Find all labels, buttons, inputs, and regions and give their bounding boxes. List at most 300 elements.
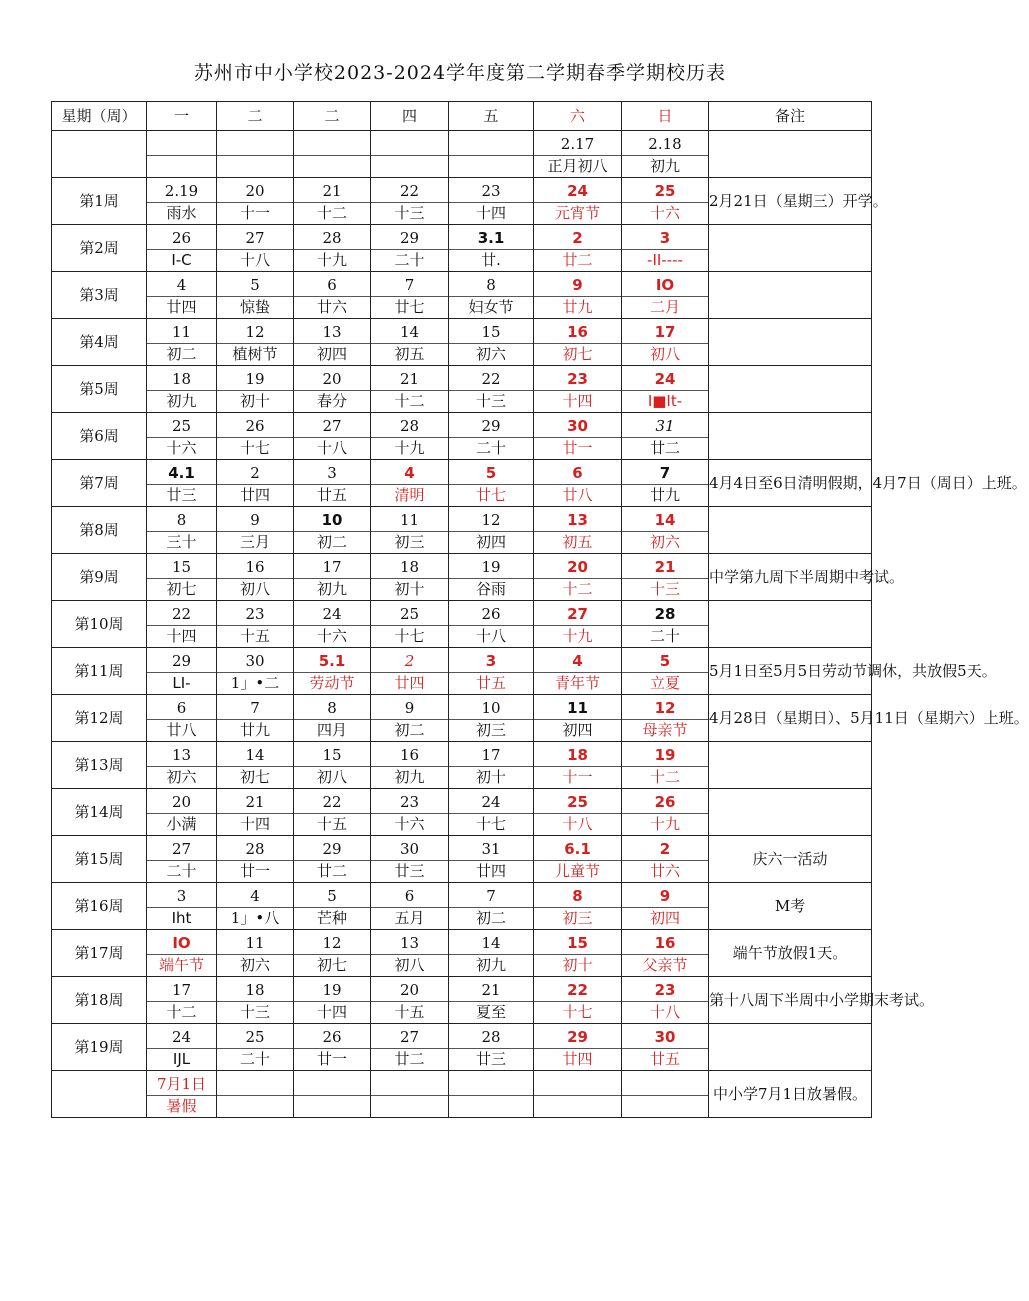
week-label: 第12周 — [52, 695, 147, 742]
note-cell — [709, 1071, 872, 1118]
day-date: 25 — [399, 605, 420, 623]
day-date: 7 — [250, 699, 260, 717]
day-cell — [534, 601, 622, 648]
day-date: 17 — [481, 746, 501, 764]
day-date: 24 — [654, 370, 676, 388]
day-date: 7 — [486, 887, 496, 905]
day-date: 28 — [654, 605, 676, 623]
day-date: 20 — [245, 182, 265, 200]
day-subtitle: 初七 — [147, 578, 216, 600]
day-date: 13 — [567, 511, 588, 529]
day-date: 8 — [572, 887, 583, 905]
day-date: 30 — [399, 840, 420, 858]
day-date: 14 — [245, 746, 265, 764]
day-subtitle — [534, 1095, 621, 1117]
day-subtitle: 廿四 — [449, 860, 533, 882]
note-cell — [709, 930, 872, 977]
day-date: 13 — [399, 934, 420, 952]
day-cell — [294, 648, 371, 695]
day-cell — [217, 1071, 294, 1118]
day-date: 20 — [567, 558, 588, 576]
day-subtitle: 初二 — [147, 343, 216, 365]
note-cell — [709, 601, 872, 648]
day-subtitle — [147, 155, 216, 177]
week-label: 第13周 — [52, 742, 147, 789]
day-date: 5.1 — [318, 652, 346, 670]
day-date: 3.1 — [477, 229, 505, 247]
day-date: 5 — [485, 464, 497, 482]
day-date — [217, 1071, 293, 1095]
day-cell — [217, 460, 294, 507]
week-row — [52, 648, 872, 695]
header-week-label: 星期（周） — [52, 102, 147, 131]
day-date: 25 — [567, 793, 588, 811]
day-subtitle: 初三 — [449, 719, 533, 741]
day-date: 26 — [245, 417, 265, 435]
day-subtitle: 元宵节 — [534, 202, 621, 224]
header-fri: 五 — [449, 102, 534, 131]
day-date: 17 — [171, 981, 192, 999]
day-date: 4.1 — [168, 464, 195, 482]
day-cell — [294, 507, 371, 554]
day-subtitle: 十六 — [294, 625, 370, 647]
week-row — [52, 1024, 872, 1071]
day-subtitle: 十七 — [217, 437, 293, 459]
day-date: 12 — [481, 511, 501, 529]
week-label: 第4周 — [52, 319, 147, 366]
day-subtitle: 三月 — [217, 531, 293, 553]
note-cell — [709, 272, 872, 319]
day-cell — [371, 789, 449, 836]
week-row — [52, 460, 872, 507]
day-cell — [294, 836, 371, 883]
day-cell — [534, 366, 622, 413]
day-date: 2.17 — [560, 135, 595, 153]
day-subtitle: 初七 — [217, 766, 293, 788]
page-title: 苏州市中小学校2023-2024学年度第二学期春季学期校历表 — [193, 62, 727, 84]
day-cell — [217, 366, 294, 413]
week-row — [52, 695, 872, 742]
day-date: 19 — [245, 370, 265, 388]
day-date: 28 — [399, 417, 420, 435]
day-cell — [534, 225, 622, 272]
day-date: 18 — [245, 981, 265, 999]
day-subtitle: 十五 — [217, 625, 293, 647]
day-subtitle: 二十 — [622, 625, 708, 647]
day-date: 5 — [327, 887, 337, 905]
day-cell — [371, 366, 449, 413]
day-cell — [371, 977, 449, 1024]
day-cell — [294, 460, 371, 507]
day-subtitle — [371, 1095, 448, 1117]
day-date: 16 — [654, 934, 676, 952]
day-date: 6.1 — [564, 840, 591, 858]
day-subtitle: 廿三 — [147, 484, 216, 506]
day-cell — [217, 131, 294, 178]
day-date: 12 — [245, 323, 265, 341]
day-date: 5 — [250, 276, 260, 294]
day-subtitle: 初八 — [371, 954, 448, 976]
day-cell — [217, 507, 294, 554]
day-cell — [449, 554, 534, 601]
week-label: 第9周 — [52, 554, 147, 601]
day-cell — [622, 131, 709, 178]
day-date: 24 — [171, 1028, 192, 1046]
day-cell — [371, 695, 449, 742]
day-cell — [147, 460, 217, 507]
week-label: 第16周 — [52, 883, 147, 930]
day-subtitle: 廿九 — [534, 296, 621, 318]
day-date: 25 — [171, 417, 192, 435]
day-cell — [371, 131, 449, 178]
day-date: 25 — [654, 182, 676, 200]
day-date: 3 — [485, 652, 497, 670]
day-subtitle: 小满 — [147, 813, 216, 835]
day-cell — [294, 131, 371, 178]
day-subtitle: 十三 — [371, 202, 448, 224]
header-row — [52, 102, 872, 131]
note-cell — [709, 883, 872, 930]
day-date: 17 — [654, 323, 676, 341]
day-subtitle: 劳动节 — [294, 672, 370, 694]
week-label: 第14周 — [52, 789, 147, 836]
day-cell — [294, 413, 371, 460]
day-date: 12 — [322, 934, 342, 952]
day-cell — [449, 789, 534, 836]
day-subtitle: 初二 — [449, 907, 533, 929]
week-label: 第17周 — [52, 930, 147, 977]
day-date — [294, 1071, 370, 1095]
day-cell — [371, 1071, 449, 1118]
day-subtitle: 十八 — [217, 249, 293, 271]
day-date: 23 — [654, 981, 676, 999]
day-date: 31 — [655, 417, 675, 435]
day-date: 6 — [176, 699, 187, 717]
day-date: 29 — [322, 840, 342, 858]
day-subtitle: 十六 — [371, 813, 448, 835]
day-date: 7 — [659, 464, 671, 482]
day-date: 15 — [567, 934, 588, 952]
header-sun: 日 — [622, 102, 709, 131]
day-subtitle: 廿四 — [534, 1048, 621, 1070]
day-cell — [622, 977, 709, 1024]
day-date: 15 — [322, 746, 342, 764]
note-cell — [709, 319, 872, 366]
day-cell — [217, 742, 294, 789]
day-subtitle: 廿八 — [534, 484, 621, 506]
day-subtitle: 十九 — [622, 813, 708, 835]
day-subtitle: 初十 — [449, 766, 533, 788]
day-cell — [449, 695, 534, 742]
day-cell — [534, 554, 622, 601]
day-cell — [622, 1024, 709, 1071]
day-subtitle: 廿五 — [449, 672, 533, 694]
week-row — [52, 789, 872, 836]
day-cell — [534, 507, 622, 554]
day-subtitle: 十九 — [294, 249, 370, 271]
day-date: 14 — [654, 511, 676, 529]
day-cell — [371, 178, 449, 225]
week-label: 第18周 — [52, 977, 147, 1024]
day-date: 13 — [322, 323, 342, 341]
day-subtitle: 初九 — [294, 578, 370, 600]
day-date — [622, 1071, 708, 1095]
day-cell — [147, 883, 217, 930]
day-date: 7 — [404, 276, 415, 294]
day-subtitle: 十八 — [449, 625, 533, 647]
day-subtitle: 初五 — [534, 531, 621, 553]
day-subtitle: 十四 — [217, 813, 293, 835]
week-row — [52, 883, 872, 930]
day-subtitle: 初三 — [371, 531, 448, 553]
day-cell — [534, 460, 622, 507]
day-subtitle: 五月 — [371, 907, 448, 929]
day-cell — [294, 930, 371, 977]
day-cell — [622, 836, 709, 883]
day-date: 20 — [399, 981, 420, 999]
day-date: 2.19 — [164, 182, 199, 200]
day-subtitle: 清明 — [371, 484, 448, 506]
day-date: 2 — [404, 652, 415, 670]
day-cell — [534, 977, 622, 1024]
week-label: 第1周 — [52, 178, 147, 225]
day-date: 27 — [399, 1028, 420, 1046]
day-cell — [622, 178, 709, 225]
day-cell — [449, 601, 534, 648]
day-cell — [147, 695, 217, 742]
day-cell — [534, 789, 622, 836]
week-label: 第19周 — [52, 1024, 147, 1071]
day-date: 29 — [567, 1028, 588, 1046]
week-label-empty — [52, 131, 147, 178]
day-date: 22 — [399, 182, 420, 200]
day-subtitle: 十七 — [371, 625, 448, 647]
day-cell — [534, 319, 622, 366]
day-cell — [217, 601, 294, 648]
day-cell — [147, 225, 217, 272]
day-date: IO — [655, 276, 675, 294]
day-subtitle: I■It- — [622, 390, 708, 412]
day-date — [294, 131, 370, 155]
day-cell — [147, 554, 217, 601]
day-subtitle: 父亲节 — [622, 954, 708, 976]
day-cell — [449, 507, 534, 554]
day-subtitle: 惊蛰 — [217, 296, 293, 318]
week-row — [52, 319, 872, 366]
day-subtitle: 初七 — [534, 343, 621, 365]
note-text: 5月1日至5月5日劳动节调休，共放假5天。 — [709, 661, 997, 680]
day-cell — [622, 1071, 709, 1118]
day-date: 29 — [481, 417, 501, 435]
day-cell — [371, 554, 449, 601]
day-date: IO — [172, 934, 191, 952]
note-cell — [709, 178, 888, 225]
day-subtitle: 暑假 — [147, 1095, 216, 1117]
day-cell — [147, 789, 217, 836]
day-cell — [622, 554, 709, 601]
day-subtitle: 十二 — [147, 1001, 216, 1023]
day-date: 22 — [567, 981, 588, 999]
day-subtitle: IJL — [147, 1048, 216, 1070]
day-cell — [534, 131, 622, 178]
day-date: 9 — [250, 511, 260, 529]
day-subtitle: 十七 — [449, 813, 533, 835]
day-date: 21 — [399, 370, 420, 388]
week-label: 第5周 — [52, 366, 147, 413]
day-subtitle: 四月 — [294, 719, 370, 741]
week-label: 第15周 — [52, 836, 147, 883]
day-cell — [294, 695, 371, 742]
day-subtitle: 初四 — [449, 531, 533, 553]
day-cell — [147, 601, 217, 648]
day-date: 3 — [659, 229, 671, 247]
day-subtitle: 十六 — [147, 437, 216, 459]
day-cell — [534, 648, 622, 695]
day-subtitle: 端午节 — [147, 954, 216, 976]
day-subtitle: 廿七 — [371, 296, 448, 318]
day-date: 23 — [567, 370, 588, 388]
week-label: 第3周 — [52, 272, 147, 319]
day-subtitle: I-C — [147, 249, 216, 271]
day-date: 24 — [567, 182, 588, 200]
day-date: 3 — [327, 464, 337, 482]
header-tue: 二 — [217, 102, 294, 131]
day-subtitle: 初六 — [217, 954, 293, 976]
week-label: 第8周 — [52, 507, 147, 554]
day-date: 16 — [399, 746, 420, 764]
week-label: 第2周 — [52, 225, 147, 272]
day-subtitle — [294, 1095, 370, 1117]
day-date: 19 — [481, 558, 501, 576]
day-cell — [622, 742, 709, 789]
day-date: 7月1日 — [156, 1075, 207, 1093]
day-cell — [622, 601, 709, 648]
day-date: 19 — [654, 746, 676, 764]
day-date: 5 — [659, 652, 671, 670]
day-date: 11 — [567, 699, 588, 717]
day-subtitle: 雨水 — [147, 202, 216, 224]
day-cell — [294, 366, 371, 413]
day-cell — [147, 930, 217, 977]
day-subtitle: 十四 — [534, 390, 621, 412]
day-cell — [217, 695, 294, 742]
day-cell — [449, 1024, 534, 1071]
day-subtitle: 廿八 — [147, 719, 216, 741]
day-subtitle: 青年节 — [534, 672, 621, 694]
pre-week-row — [52, 131, 872, 178]
day-subtitle: 三十 — [147, 531, 216, 553]
day-date: 21 — [322, 182, 342, 200]
day-subtitle: 十八 — [294, 437, 370, 459]
day-cell — [147, 413, 217, 460]
note-text: 4月4日至6日清明假期，4月7日（周日）上班。 — [709, 473, 1027, 492]
day-date — [449, 1071, 533, 1095]
day-date: 8 — [486, 276, 496, 294]
day-date: 12 — [654, 699, 676, 717]
day-date: 6 — [572, 464, 583, 482]
day-subtitle: LI- — [147, 672, 216, 694]
day-subtitle: 十三 — [622, 578, 708, 600]
day-subtitle: 十六 — [622, 202, 708, 224]
day-date: 20 — [171, 793, 192, 811]
day-cell — [371, 1024, 449, 1071]
day-date: 11 — [399, 511, 420, 529]
day-subtitle: 谷雨 — [449, 578, 533, 600]
day-subtitle: 廿二 — [534, 249, 621, 271]
summer-row — [52, 1071, 872, 1118]
week-label: 第10周 — [52, 601, 147, 648]
day-cell — [371, 648, 449, 695]
note-cell — [709, 742, 872, 789]
day-date: 2 — [250, 464, 260, 482]
day-cell — [217, 413, 294, 460]
week-row — [52, 930, 872, 977]
day-cell — [294, 977, 371, 1024]
day-date: 18 — [399, 558, 420, 576]
note-cell — [709, 648, 997, 695]
day-cell — [534, 272, 622, 319]
day-subtitle: 初九 — [371, 766, 448, 788]
day-subtitle: 1」•二 — [217, 672, 293, 694]
day-date: 28 — [322, 229, 342, 247]
day-cell — [622, 272, 709, 319]
week-label: 第11周 — [52, 648, 147, 695]
day-date: 11 — [171, 323, 192, 341]
note-text: 2月21日（星期三）开学。 — [709, 191, 888, 210]
day-subtitle: 十一 — [534, 766, 621, 788]
day-subtitle: 二十 — [147, 860, 216, 882]
day-subtitle: 初二 — [294, 531, 370, 553]
day-subtitle: Iht — [147, 907, 216, 929]
day-date: 10 — [481, 699, 501, 717]
day-date: 23 — [399, 793, 420, 811]
day-date: 24 — [481, 793, 501, 811]
day-cell — [371, 507, 449, 554]
day-cell — [449, 460, 534, 507]
day-cell — [147, 836, 217, 883]
header-notes: 备注 — [709, 102, 872, 131]
day-date: 15 — [171, 558, 192, 576]
day-cell — [449, 930, 534, 977]
week-label-empty — [52, 1071, 147, 1118]
day-date: 27 — [322, 417, 342, 435]
day-subtitle: 二十 — [449, 437, 533, 459]
day-cell — [622, 507, 709, 554]
day-subtitle: 立夏 — [622, 672, 708, 694]
day-subtitle: 初九 — [449, 954, 533, 976]
day-subtitle: 初六 — [449, 343, 533, 365]
day-date: 8 — [327, 699, 337, 717]
day-subtitle: 初七 — [294, 954, 370, 976]
day-cell — [147, 507, 217, 554]
week-row — [52, 272, 872, 319]
day-subtitle: 初四 — [622, 907, 708, 929]
day-cell — [622, 883, 709, 930]
note-cell — [709, 695, 1029, 742]
header-thu: 四 — [371, 102, 449, 131]
day-date: 24 — [322, 605, 342, 623]
day-date: 4 — [572, 652, 583, 670]
day-date: 27 — [171, 840, 192, 858]
day-subtitle: 廿二 — [371, 1048, 448, 1070]
day-subtitle: 十三 — [449, 390, 533, 412]
day-cell — [294, 225, 371, 272]
day-cell — [534, 742, 622, 789]
note-cell — [709, 507, 872, 554]
day-date: 4 — [176, 276, 187, 294]
day-subtitle: 廿九 — [217, 719, 293, 741]
day-cell — [147, 178, 217, 225]
